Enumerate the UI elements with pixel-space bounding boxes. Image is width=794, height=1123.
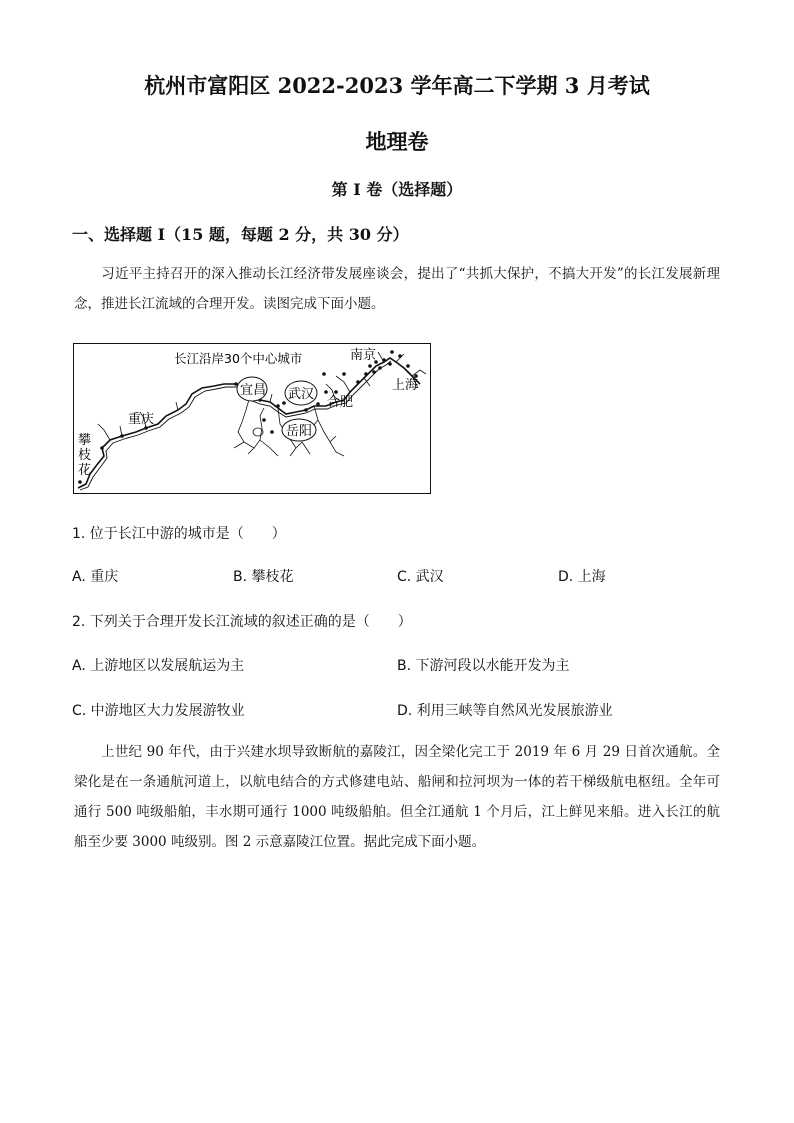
city-label-yueyang: 岳阳 <box>286 424 313 439</box>
tributary <box>234 396 278 456</box>
question-2-option-c: C. 中游地区大力发展游牧业 <box>72 703 245 719</box>
city-label-panzhihua-2: 枝 <box>78 448 92 463</box>
exam-subtitle: 地理卷 <box>365 129 429 154</box>
yangtze-river-bank <box>80 361 391 490</box>
passage-1-text: 习近平主持召开的深入推动长江经济带发展座谈会，提出了“共抓大保护，不搞大开发”的长江发展新理念，推进长江流域的合理开发。读图完成下面小题。 <box>74 266 720 312</box>
passage-1 <box>74 259 720 319</box>
city-label-panzhihua-1: 攀 <box>78 433 92 448</box>
question-1-option-a: A. 重庆 <box>72 569 119 585</box>
city-label-yichang: 宜昌 <box>240 383 267 398</box>
question-1-option-d: D. 上海 <box>558 569 606 585</box>
yangtze-map <box>73 343 431 494</box>
passage-2 <box>74 737 720 857</box>
map-graphic <box>74 344 430 493</box>
question-1-stem: 1. 位于长江中游的城市是（ ） <box>72 526 286 542</box>
question-2-stem: 2. 下列关于合理开发长江流域的叙述正确的是（ ） <box>72 614 412 630</box>
question-1-option-b: B. 攀枝花 <box>233 569 294 585</box>
question-2-option-a: A. 上游地区以发展航运为主 <box>72 658 245 674</box>
city-label-hefei: 合肥 <box>327 395 354 410</box>
exam-title: 杭州市富阳区 2022-2023 学年高二下学期 3 月考试 <box>144 73 650 98</box>
city-label-chongqing: 重庆 <box>128 412 155 427</box>
city-label-wuhan: 武汉 <box>288 387 315 402</box>
map-title: 长江沿岸30个中心城市 <box>174 351 303 366</box>
question-2-option-d: D. 利用三峡等自然风光发展旅游业 <box>397 703 613 719</box>
city-label-shanghai: 上海 <box>392 378 419 393</box>
question-1-option-c: C. 武汉 <box>397 569 444 585</box>
volume-heading: 第 I 卷（选择题） <box>331 180 463 199</box>
question-2-option-b: B. 下游河段以水能开发为主 <box>397 658 570 674</box>
city-label-nanjing: 南京 <box>350 348 377 363</box>
city-label-panzhihua-3: 花 <box>78 463 92 478</box>
section-heading: 一、选择题 I（15 题，每题 2 分，共 30 分） <box>72 225 409 244</box>
passage-2-text: 上世纪 90 年代，由于兴建水坝导致断航的嘉陵江，因全梁化完工于 2019 年 6 月 29 日首次通航。全梁化是在一条通航河道上，以航电结合的方式修建电站、船闸和拉河坝为一体的若干梯级航电枢纽。全年可通行 500 吨级船舶，丰水期可通行 1000 吨级船舶。但全江通航 1 个月后，江上鲜见来船。进入长江的航船至少要 3000 吨级别。图 2 示意嘉陵江位置。据此完成下面小题。 <box>74 744 720 850</box>
